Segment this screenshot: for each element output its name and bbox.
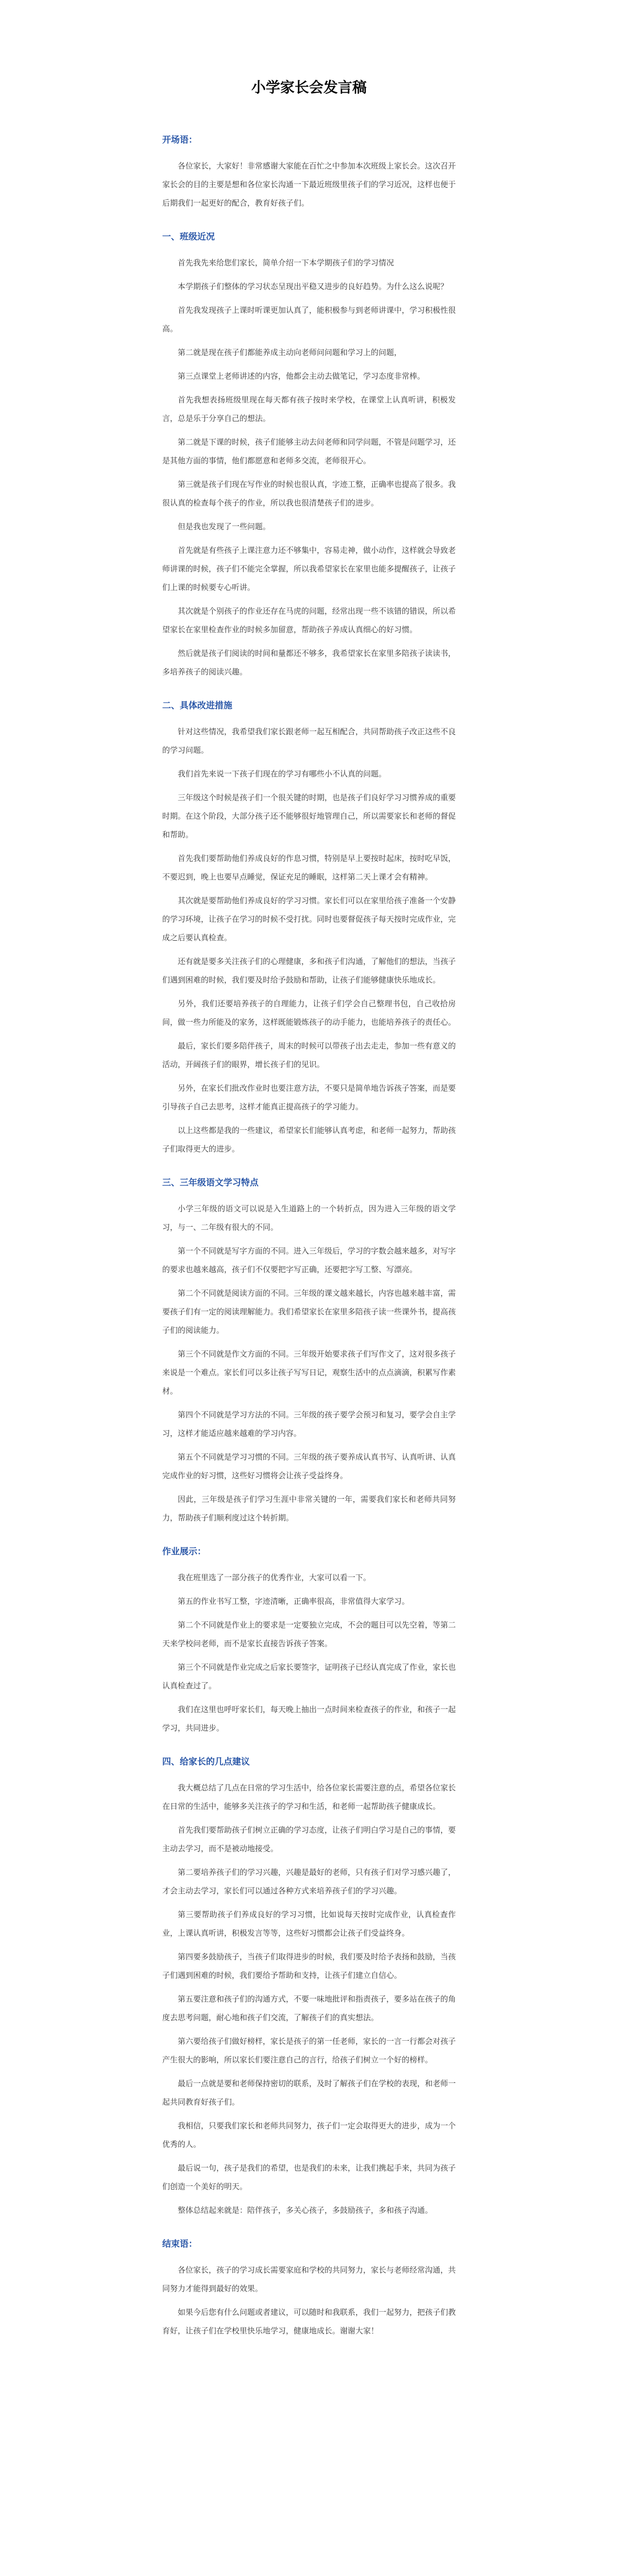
paragraph: 第五要注意和孩子们的沟通方式，不要一味地批评和指责孩子，要多站在孩子的角度去思考问题，耐心地和孩子们交流，了解孩子们的真实想法。 bbox=[162, 1994, 456, 2022]
paragraph: 我大概总结了几点在日常的学习生活中，给各位家长需要注意的点，希望各位家长在日常的生活中，能够多关注孩子的学习和生活，和老师一起帮助孩子健康成长。 bbox=[162, 1783, 456, 1811]
paragraph: 第五的作业书写工整，字迹清晰，正确率很高，非常值得大家学习。 bbox=[178, 1597, 410, 1606]
section bbox=[162, 699, 456, 1173]
paragraph: 然后就是孩子们阅读的时间和量都还不够多，我希望家长在家里多陪孩子读读书，多培养孩子的阅读兴趣。 bbox=[162, 649, 456, 676]
paragraph: 首先我发现孩子上课时听课更加认真了，能积极参与到老师讲课中，学习积极性很高。 bbox=[162, 306, 456, 333]
section-gap bbox=[162, 1532, 456, 1541]
paragraph: 最后说一句，孩子是我们的希望，也是我们的未来，让我们携起手来，共同为孩子们创造一个美好的明天。 bbox=[162, 2163, 456, 2191]
section bbox=[162, 1755, 456, 2234]
paragraph: 第一个不同就是写字方面的不同。进入三年级后，学习的字数会越来越多，对写字的要求也越来越高，孩子们不仅要把字写正确，还要把字写工整、写漂亮。 bbox=[162, 1246, 456, 1274]
paragraph: 我在班里选了一部分孩子的优秀作业，大家可以看一下。 bbox=[178, 1573, 371, 1582]
section bbox=[162, 1545, 456, 1752]
paragraph: 整体总结起来就是：陪伴孩子，多关心孩子，多鼓励孩子，多和孩子沟通。 bbox=[178, 2206, 433, 2215]
paragraph: 第三点课堂上老师讲述的内容，他都会主动去做笔记，学习态度非常棒。 bbox=[178, 371, 425, 381]
paragraph: 三年级这个时候是孩子们一个很关键的时期，也是孩子们良好学习习惯养成的重要时期。在这个阶段，大部分孩子还不能够很好地管理自己，所以需要家长和老师的督促和帮助。 bbox=[162, 793, 456, 839]
paragraph: 第六要给孩子们做好榜样，家长是孩子的第一任老师，家长的一言一行都会对孩子产生很大的影响，所以家长们要注意自己的言行，给孩子们树立一个好的榜样。 bbox=[162, 2037, 456, 2064]
paragraph: 第四要多鼓励孩子，当孩子们取得进步的时候，我们要及时给予表扬和鼓励，当孩子们遇到困难的时候，我们要给予帮助和支持，让孩子们建立自信心。 bbox=[162, 1952, 456, 1980]
section-gap bbox=[162, 1163, 456, 1173]
document-body bbox=[162, 133, 456, 2354]
paragraph: 第五个不同就是学习习惯的不同。三年级的孩子要养成认真书写、认真听讲、认真完成作业的好习惯，这些好习惯将会让孩子受益终身。 bbox=[162, 1452, 456, 1480]
section-gap bbox=[162, 1742, 456, 1752]
paragraph: 如果今后您有什么问题或者建议，可以随时和我联系，我们一起努力，把孩子们教育好，让孩子们在学校里快乐地学习，健康地成长。谢谢大家！ bbox=[162, 2308, 456, 2335]
paragraph: 我们在这里也呼吁家长们，每天晚上抽出一点时间来检查孩子的作业，和孩子一起学习，共同进步。 bbox=[162, 1705, 456, 1733]
paragraph: 首先我先来给您们家长，简单介绍一下本学期孩子们的学习情况 bbox=[178, 258, 394, 267]
paragraph: 第二就是现在孩子们都能养成主动向老师问问题和学习上的问题， bbox=[178, 348, 402, 357]
paragraph: 首先我们要帮助孩子们树立正确的学习态度，让孩子们明白学习是自己的事情，要主动去学习，而不是被动地接受。 bbox=[162, 1825, 456, 1853]
paragraph: 另外，我们还要培养孩子的自理能力，让孩子们学会自己整理书包，自己收拾房间，做一些力所能及的家务，这样既能锻炼孩子的动手能力，也能培养孩子的责任心。 bbox=[162, 999, 456, 1027]
paragraph: 第二就是下课的时候，孩子们能够主动去问老师和同学问题，不管是问题学习，还是其他方面的事情，他们都愿意和老师多交流，老师很开心。 bbox=[162, 437, 456, 465]
paragraph: 各位家长，孩子的学习成长需要家庭和学校的共同努力，家长与老师经常沟通，共同努力才能得到最好的效果。 bbox=[162, 2265, 456, 2293]
paragraph: 以上这些都是我的一些建议，希望家长们能够认真考虑，和老师一起努力，帮助孩子们取得更大的进步。 bbox=[162, 1126, 456, 1154]
paragraph: 第二个不同就是阅读方面的不同。三年级的课文越来越长，内容也越来越丰富，需要孩子们有一定的阅读理解能力。我们希望家长在家里多陪孩子读一些课外书，提高孩子们的阅读能力。 bbox=[162, 1289, 456, 1335]
section-gap bbox=[162, 2225, 456, 2234]
section-heading: 二、具体改进措施 bbox=[162, 701, 232, 711]
paragraph: 其次就是个别孩子的作业还存在马虎的问题，经常出现一些不该错的错误，所以希望家长在家里检查作业的时候多加留意，帮助孩子养成认真细心的好习惯。 bbox=[162, 606, 456, 634]
paragraph: 首先我们要帮助他们养成良好的作息习惯，特别是早上要按时起床，按时吃早饭，不要迟到，晚上也要早点睡觉，保证充足的睡眠，这样第二天上课才会有精神。 bbox=[162, 854, 456, 882]
paragraph: 本学期孩子们整体的学习状态呈现出平稳又进步的良好趋势。为什么这么说呢？ bbox=[178, 282, 449, 291]
paragraph: 第三个不同就是作业完成之后家长要签字，证明孩子已经认真完成了作业，家长也认真检查过了。 bbox=[162, 1663, 456, 1690]
section bbox=[162, 2237, 456, 2354]
paragraph: 但是我也发现了一些问题。 bbox=[178, 522, 271, 531]
section-gap bbox=[162, 2345, 456, 2354]
section bbox=[162, 230, 456, 696]
paragraph: 我们首先来说一下孩子们现在的学习有哪些小不认真的问题。 bbox=[178, 769, 387, 778]
paragraph: 各位家长，大家好！非常感谢大家能在百忙之中参加本次班级上家长会。这次召开家长会的目的主要是想和各位家长沟通一下最近班级里孩子们的学习近况，这样也便于后期我们一起更好的配合，教育好孩子们。 bbox=[162, 161, 456, 208]
paragraph: 我相信，只要我们家长和老师共同努力，孩子们一定会取得更大的进步，成为一个优秀的人。 bbox=[162, 2121, 456, 2149]
paragraph: 最后一点就是要和老师保持密切的联系，及时了解孩子们在学校的表现，和老师一起共同教育好孩子们。 bbox=[162, 2079, 456, 2107]
paragraph: 其次就是要帮助他们养成良好的学习习惯。家长们可以在家里给孩子准备一个安静的学习环境，让孩子在学习的时候不受打扰。同时也要督促孩子每天按时完成作业，完成之后要认真检查。 bbox=[162, 896, 456, 942]
paragraph: 第二个不同就是作业上的要求是一定要独立完成，不会的题目可以先空着，等第二天来学校问老师，而不是家长直接告诉孩子答案。 bbox=[162, 1620, 456, 1648]
section bbox=[162, 1176, 456, 1541]
section-gap bbox=[162, 686, 456, 696]
paragraph: 首先就是有些孩子上课注意力还不够集中，容易走神，做小动作，这样就会导致老师讲课的时候，孩子们不能完全掌握，所以我希望家长在家里也能多提醒孩子，让孩子们上课的时候要专心听讲。 bbox=[162, 546, 456, 592]
section-heading: 三、三年级语文学习特点 bbox=[162, 1178, 259, 1188]
paragraph: 因此，三年级是孩子们学习生涯中非常关键的一年，需要我们家长和老师共同努力，帮助孩子们顺利度过这个转折期。 bbox=[162, 1495, 456, 1522]
paragraph: 第三就是孩子们现在写作业的时候也很认真，字迹工整，正确率也提高了很多。我很认真的检查每个孩子的作业，所以我也很清楚孩子们的进步。 bbox=[162, 480, 456, 507]
paragraph: 第三个不同就是作文方面的不同。三年级开始要求孩子们写作文了，这对很多孩子来说是一个难点。家长们可以多让孩子写写日记，观察生活中的点点滴滴，积累写作素材。 bbox=[162, 1349, 456, 1396]
paragraph: 第三要帮助孩子们养成良好的学习习惯，比如说每天按时完成作业，认真检查作业，上课认真听讲，积极发言等等，这些好习惯都会让孩子们受益终身。 bbox=[162, 1910, 456, 1938]
paragraph: 第二要培养孩子们的学习兴趣，兴趣是最好的老师，只有孩子们对学习感兴趣了，才会主动去学习，家长们可以通过各种方式来培养孩子们的学习兴趣。 bbox=[162, 1868, 456, 1895]
page-title: 小学家长会发言稿 bbox=[251, 79, 367, 96]
section-gap bbox=[162, 217, 456, 227]
section bbox=[162, 133, 456, 227]
section-heading: 开场语： bbox=[162, 135, 197, 145]
paragraph: 首先我想表扬班级里现在每天都有孩子按时来学校，在课堂上认真听讲，积极发言，总是乐于分享自己的想法。 bbox=[162, 395, 456, 423]
paragraph: 另外，在家长们批改作业时也要注意方法，不要只是简单地告诉孩子答案，而是要引导孩子自己去思考，这样才能真正提高孩子的学习能力。 bbox=[162, 1083, 456, 1111]
section-heading: 作业展示： bbox=[162, 1547, 206, 1557]
paragraph: 小学三年级的语文可以说是入生道路上的一个转折点，因为进入三年级的语文学习，与一、二年级有很大的不同。 bbox=[162, 1204, 456, 1232]
section-heading: 一、班级近况 bbox=[162, 232, 215, 242]
paragraph: 最后，家长们要多陪伴孩子，周末的时候可以带孩子出去走走，参加一些有意义的活动，开阔孩子们的眼界，增长孩子们的见识。 bbox=[162, 1041, 456, 1069]
paragraph: 第四个不同就是学习方法的不同。三年级的孩子要学会预习和复习，要学会自主学习，这样才能适应越来越难的学习内容。 bbox=[162, 1410, 456, 1438]
section-heading: 结束语： bbox=[162, 2239, 197, 2249]
paragraph: 还有就是要多关注孩子们的心理健康，多和孩子们沟通，了解他们的想法，当孩子们遇到困难的时候，我们要及时给予鼓励和帮助，让孩子们能够健康快乐地成长。 bbox=[162, 957, 456, 985]
section-heading: 四、给家长的几点建议 bbox=[162, 1757, 250, 1767]
paragraph: 针对这些情况，我希望我们家长跟老师一起互相配合，共同帮助孩子改正这些不良的学习问题。 bbox=[162, 727, 456, 755]
